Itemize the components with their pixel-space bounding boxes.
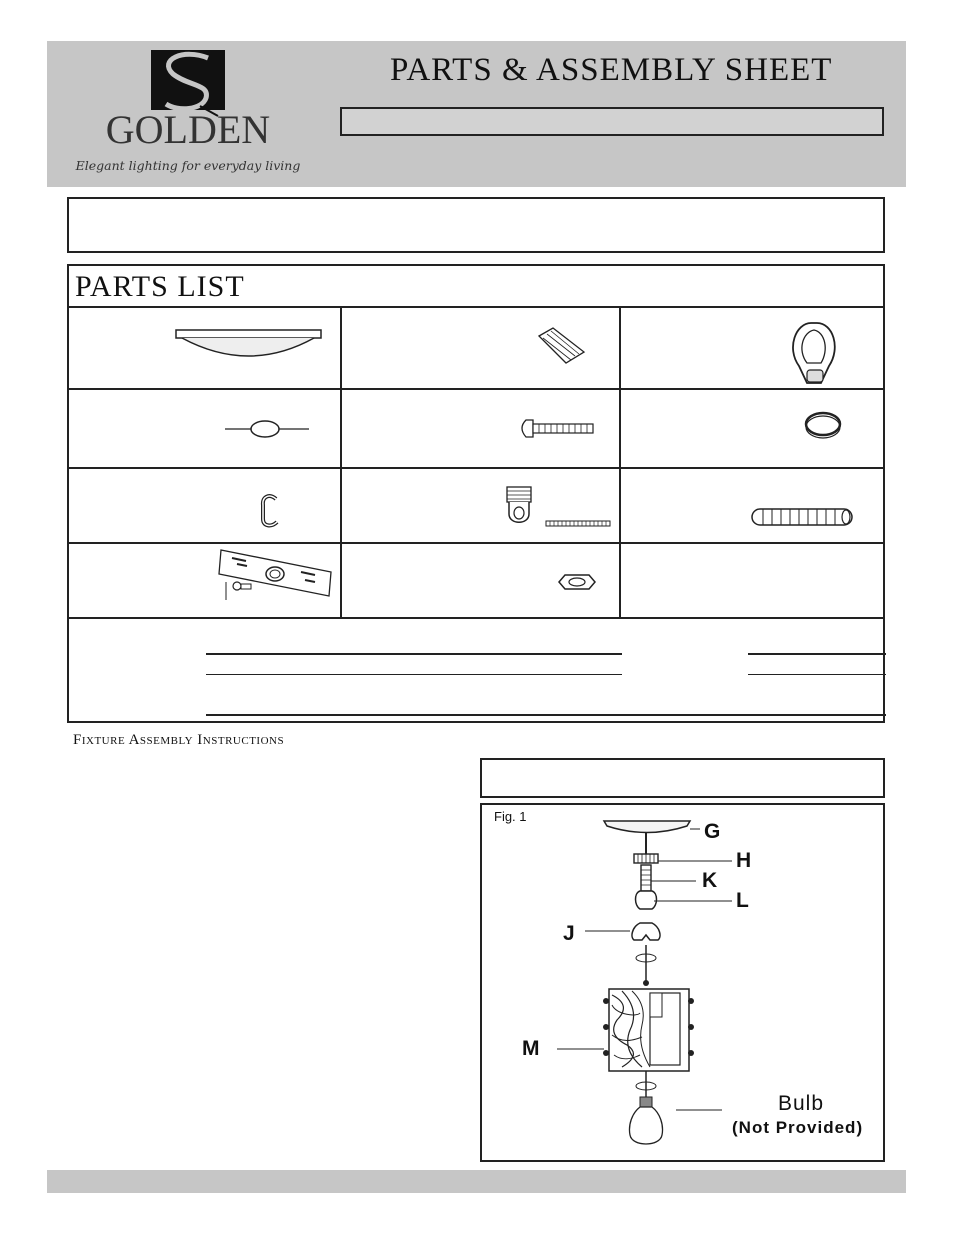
spec-line xyxy=(206,653,622,655)
figure-label: Fig. 1 xyxy=(494,809,527,824)
diagram-loop xyxy=(636,891,657,909)
assembly-diagram xyxy=(482,805,887,1164)
brand-tagline: Elegant lighting for everyday living xyxy=(75,158,301,173)
page-title: PARTS & ASSEMBLY SHEET xyxy=(390,52,833,88)
spec-line xyxy=(206,674,622,675)
label-j: J xyxy=(563,922,575,945)
bulb-note: (Not Provided) xyxy=(732,1118,864,1137)
label-h: H xyxy=(736,849,752,872)
diagram-canopy xyxy=(604,821,690,833)
s-hook-icon xyxy=(69,469,329,543)
instructions-heading: Fixture Assembly Instructions xyxy=(73,732,285,748)
footer-band xyxy=(47,1170,906,1193)
chain-icon xyxy=(621,469,881,543)
ring-icon xyxy=(621,390,881,468)
label-m: M xyxy=(522,1037,540,1060)
parts-list-table xyxy=(67,264,885,723)
diagram-bulb xyxy=(629,1107,662,1144)
swivel-nipple-icon xyxy=(341,469,611,543)
brand-name: GOLDEN xyxy=(105,107,271,152)
label-k: K xyxy=(702,869,718,892)
golden-s-logo-icon xyxy=(75,48,301,178)
canopy-icon xyxy=(69,308,329,388)
diagram-hook xyxy=(632,923,660,940)
divider xyxy=(69,617,883,619)
screw-icon xyxy=(341,390,611,468)
info-box xyxy=(67,197,885,253)
hex-nut-icon xyxy=(341,544,611,616)
spec-line xyxy=(748,674,886,675)
spec-line xyxy=(206,714,886,716)
loop-hook-icon xyxy=(621,308,881,388)
diagram-nipple xyxy=(641,865,651,891)
figure-header-box xyxy=(480,758,885,798)
mounting-bar-icon xyxy=(69,544,339,616)
parts-list-title: PARTS LIST xyxy=(75,270,245,303)
chain-link-icon xyxy=(69,390,329,468)
figure-box xyxy=(480,803,885,1162)
label-g: G xyxy=(704,820,721,843)
spec-line xyxy=(748,653,886,655)
label-l: L xyxy=(736,889,749,912)
wire-nut-icon xyxy=(341,308,611,388)
model-number-box xyxy=(340,107,884,136)
brand-logo xyxy=(75,48,301,178)
bulb-label: Bulb xyxy=(778,1092,825,1115)
diagram-bulb-base xyxy=(640,1097,652,1107)
